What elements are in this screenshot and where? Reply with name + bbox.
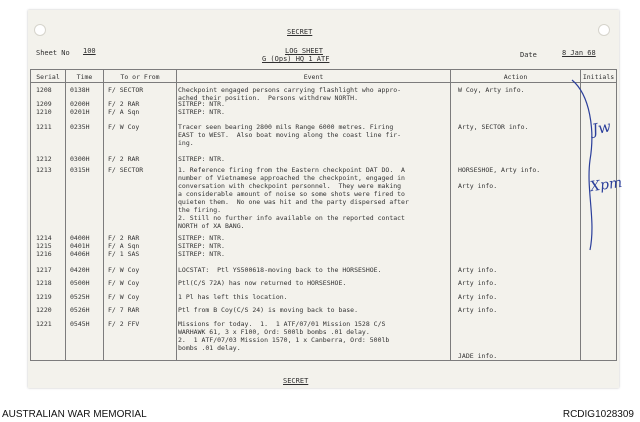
serial-cell: 1220 [36,306,52,314]
serial-cell: 1209 [36,100,52,108]
to-or-from-cell: F/ 2 RAR [108,234,140,242]
to-or-from-cell: F/ A Sqn [108,108,140,116]
serial-cell: 1210 [36,108,52,116]
unit-name: G (Ops) HQ 1 ATF [262,55,330,63]
time-cell: 0200H [70,100,90,108]
action-cell: HORSESHOE, Arty info. Arty info. [458,166,541,190]
event-cell: SITREP: NTR. [178,108,225,116]
date-value: 8 Jan 68 [562,49,596,57]
event-cell: SITREP: NTR. [178,242,225,250]
to-or-from-cell: F/ SECTOR [108,166,144,174]
classification-header: SECRET [287,28,313,36]
serial-cell: 1208 [36,86,52,94]
to-or-from-cell: F/ A Sqn [108,242,140,250]
serial-cell: 1215 [36,242,52,250]
event-cell: SITREP: NTR. [178,100,225,108]
action-cell: Arty info. [458,293,498,301]
date-label: Date [520,51,537,59]
action-cell: Arty info. [458,306,498,314]
event-cell: Tracer seen bearing 2800 mils Range 6000 metres. Firing EAST to WEST. Also boat moving along the coast line fir- ing. [178,123,402,147]
time-cell: 0315H [70,166,90,174]
time-cell: 0406H [70,250,90,258]
to-or-from-cell: F/ W Coy [108,293,140,301]
event-cell: Checkpoint engaged persons carrying flashlight who appro- ached their position. Persons withdrew NORTH. [178,86,402,102]
serial-cell: 1221 [36,320,52,328]
time-cell: 0401H [70,242,90,250]
event-cell: SITREP: NTR. [178,250,225,258]
column-header-serial: Serial [36,73,60,81]
serial-cell: 1214 [36,234,52,242]
action-cell: Arty, SECTOR info. [458,123,529,131]
action-cell: Arty info. [458,279,498,287]
event-cell: 1. Reference firing from the Eastern checkpoint DAT DO. A number of Vietnamese approached the checkpoint, engaged in conversation with checkpoint personnel. They were making a considerable amount of noise so some shots were fired to quieten them. No one was hit and the party dispersed after the firing. 2. Still no further info available on the reported contact NORTH of XA BANG. [178,166,409,230]
time-cell: 0138H [70,86,90,94]
handwritten-initials: Xpm [589,174,624,196]
column-header-event: Event [303,73,324,81]
time-cell: 0300H [70,155,90,163]
column-header-time: Time [76,73,93,81]
event-cell: SITREP: NTR. [178,155,225,163]
serial-cell: 1219 [36,293,52,301]
serial-cell: 1212 [36,155,52,163]
to-or-from-cell: F/ SECTOR [108,86,144,94]
action-cell: Arty info. [458,266,498,274]
event-cell: LOCSTAT: Ptl YS500618-moving back to the HORSESHOE. [178,266,382,274]
to-or-from-cell: F/ W Coy [108,123,140,131]
action-cell: W Coy, Arty info. [458,86,525,94]
event-cell: Ptl from B Coy(C/S 24) is moving back to base. [178,306,359,314]
to-or-from-cell: F/ 2 RAR [108,100,140,108]
time-cell: 0526H [70,306,90,314]
classification-footer: SECRET [283,377,309,385]
time-cell: 0500H [70,279,90,287]
event-cell: 1 Pl has left this location. [178,293,288,301]
sheet-label: Sheet No [36,49,70,57]
column-header-action: Action [503,73,528,81]
sheet-number: 100 [83,47,96,55]
archive-reference: RCDIG1028309 [562,409,634,420]
time-cell: 0525H [70,293,90,301]
event-cell: Missions for today. 1. 1 ATF/07/01 Mission 1528 C/S WARHAWK 61, 3 x F100, Ord: 500lb bombs .01 delay. 2. 1 ATF/07/03 Mission 1570, 1 x Canberra, Ord: 500lb bombs .01 delay. [178,320,390,352]
column-header-to-or-from: To or From [120,73,160,81]
event-cell: SITREP: NTR. [178,234,225,242]
column-header-initials: Initials [582,73,615,81]
log-sheet-title: LOG SHEET [285,47,323,55]
time-cell: 0545H [70,320,90,328]
to-or-from-cell: F/ W Coy [108,266,140,274]
to-or-from-cell: F/ 2 RAR [108,155,140,163]
to-or-from-cell: F/ 2 FFV [108,320,140,328]
time-cell: 0201H [70,108,90,116]
serial-cell: 1213 [36,166,52,174]
serial-cell: 1217 [36,266,52,274]
archive-credit: AUSTRALIAN WAR MEMORIAL [2,409,147,420]
time-cell: 0400H [70,234,90,242]
time-cell: 0235H [70,123,90,131]
action-cell: JADE info. [458,352,498,360]
to-or-from-cell: F/ W Coy [108,279,140,287]
to-or-from-cell: F/ 1 SAS [108,250,140,258]
serial-cell: 1211 [36,123,52,131]
event-cell: Ptl(C/S 72A) has now returned to HORSESHOE. [178,279,347,287]
serial-cell: 1218 [36,279,52,287]
to-or-from-cell: F/ 7 RAR [108,306,140,314]
serial-cell: 1216 [36,250,52,258]
handwritten-initials: Jw [590,117,613,139]
time-cell: 0420H [70,266,90,274]
